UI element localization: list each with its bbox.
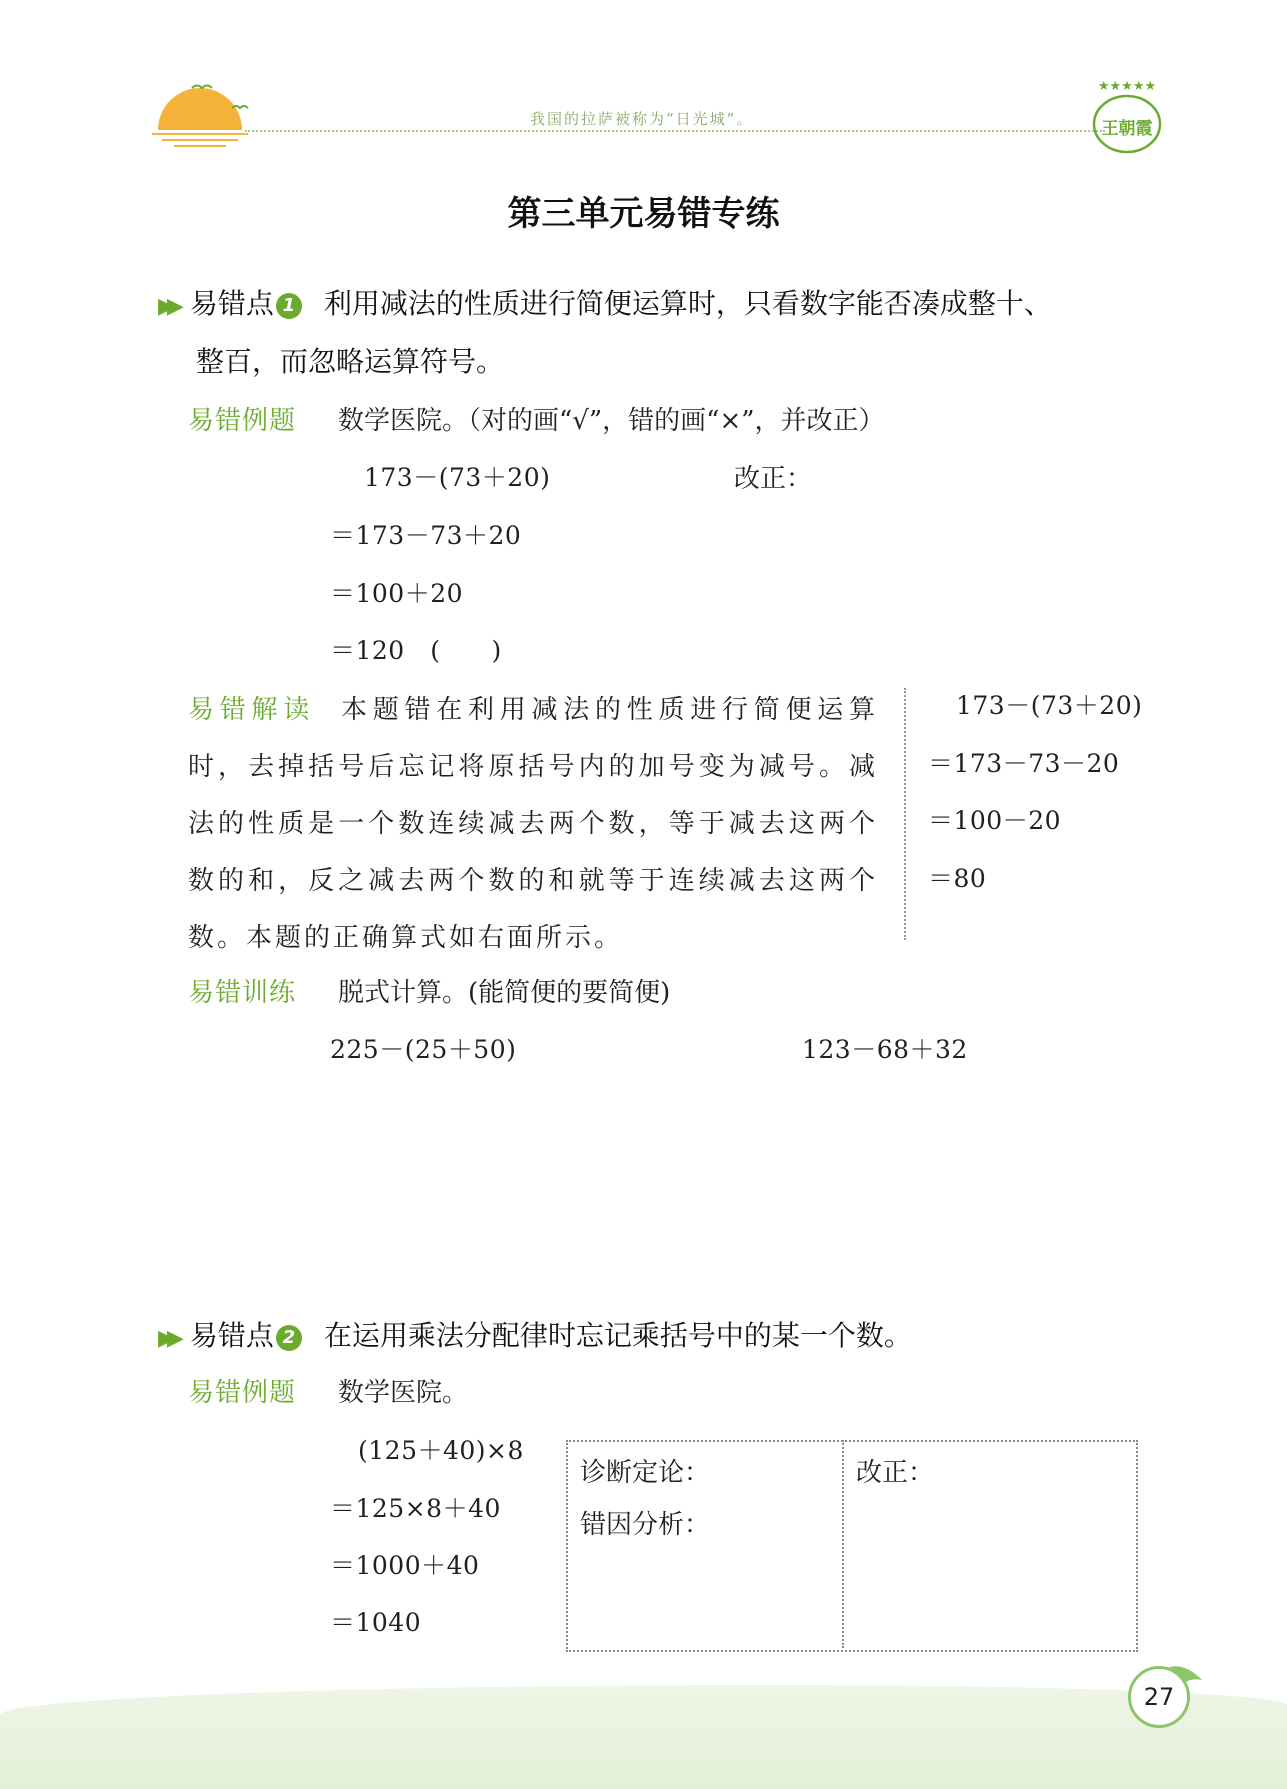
header-divider — [245, 130, 1105, 132]
point1-number-badge: 1 — [276, 293, 302, 319]
point1-example-step-3: ＝100＋20 — [330, 579, 464, 608]
point2-example-step-1: (125＋40)×8 — [358, 1436, 524, 1465]
header-tagline: 我国的拉萨被称为“日光城”。 — [530, 110, 754, 128]
cause-analysis-label: 错因分析： — [580, 1510, 711, 1540]
point2-example-label: 易错例题 — [188, 1378, 297, 1408]
brand-badge-text: 王朝霞 — [1101, 119, 1153, 139]
page-number: 27 — [1128, 1666, 1190, 1728]
point1-correction-label: 改正： — [734, 464, 813, 494]
point1-example-step-4: ＝120 ( ) — [330, 636, 502, 665]
point1-analysis-step-1: 173－(73＋20) — [956, 691, 1143, 720]
point1-prefix: 易错点 — [189, 287, 274, 320]
point1-analysis-label: 易错解读 — [188, 695, 315, 725]
double-arrow-icon: ▶▶ — [158, 1326, 176, 1351]
point2-example-prompt: 数学医院。 — [338, 1378, 469, 1408]
point1-example-prompt: 数学医院。（对的画“√”，错的画“×”，并改正） — [338, 406, 885, 436]
point1-analysis-paragraph — [188, 682, 878, 967]
point2-prefix: 易错点 — [189, 1319, 274, 1352]
point1-heading — [158, 282, 1052, 322]
point1-desc-line1: 利用减法的性质进行简便运算时，只看数字能否凑成整十、 — [323, 287, 1052, 320]
point1-practice-problem-2: 123－68＋32 — [802, 1035, 968, 1064]
brand-badge-icon — [1088, 76, 1166, 158]
point1-analysis-step-4: ＝80 — [928, 864, 987, 893]
point2-example-step-2: ＝125×8＋40 — [330, 1494, 501, 1523]
point1-example-label: 易错例题 — [188, 406, 297, 436]
diagnosis-label: 诊断定论： — [580, 1458, 711, 1488]
point1-desc-line2: 整百，而忽略运算符号。 — [196, 345, 505, 378]
point1-analysis-text: 本题错在利用减法的性质进行简便运算时，去掉括号后忘记将原括号内的加号变为减号。减法的性质是一个数连续减去两个数，等于减去这两个数的和，反之减去两个数的和就等于连续减去这两个数。本题的正确算式如右面所示。 — [188, 695, 878, 953]
point1-example-step-2: ＝173－73＋20 — [330, 521, 522, 550]
point1-practice-label: 易错训练 — [188, 978, 297, 1008]
point2-number-badge: 2 — [276, 1325, 302, 1351]
point2-correction-label: 改正： — [856, 1458, 935, 1488]
point1-practice-prompt: 脱式计算。(能简便的要简便) — [338, 978, 671, 1008]
point1-example-step-1: 173－(73＋20) — [364, 463, 551, 492]
point2-example-step-4: ＝1040 — [330, 1608, 422, 1637]
point1-practice-problem-1: 225－(25＋50) — [330, 1035, 517, 1064]
footer-background — [0, 1685, 1287, 1789]
page-title: 第三单元易错专练 — [507, 194, 780, 234]
sun-logo-icon — [150, 78, 250, 148]
analysis-divider — [904, 688, 906, 940]
point2-example-step-3: ＝1000＋40 — [330, 1551, 480, 1580]
double-arrow-icon: ▶▶ — [158, 294, 176, 319]
svg-text:★★★★★: ★★★★★ — [1097, 79, 1157, 94]
point1-analysis-step-2: ＝173－73－20 — [928, 749, 1120, 778]
point2-heading — [158, 1314, 912, 1354]
diagnosis-box-divider — [842, 1440, 844, 1648]
point2-desc: 在运用乘法分配律时忘记乘括号中的某一个数。 — [323, 1319, 912, 1352]
point1-analysis-step-3: ＝100－20 — [928, 806, 1062, 835]
